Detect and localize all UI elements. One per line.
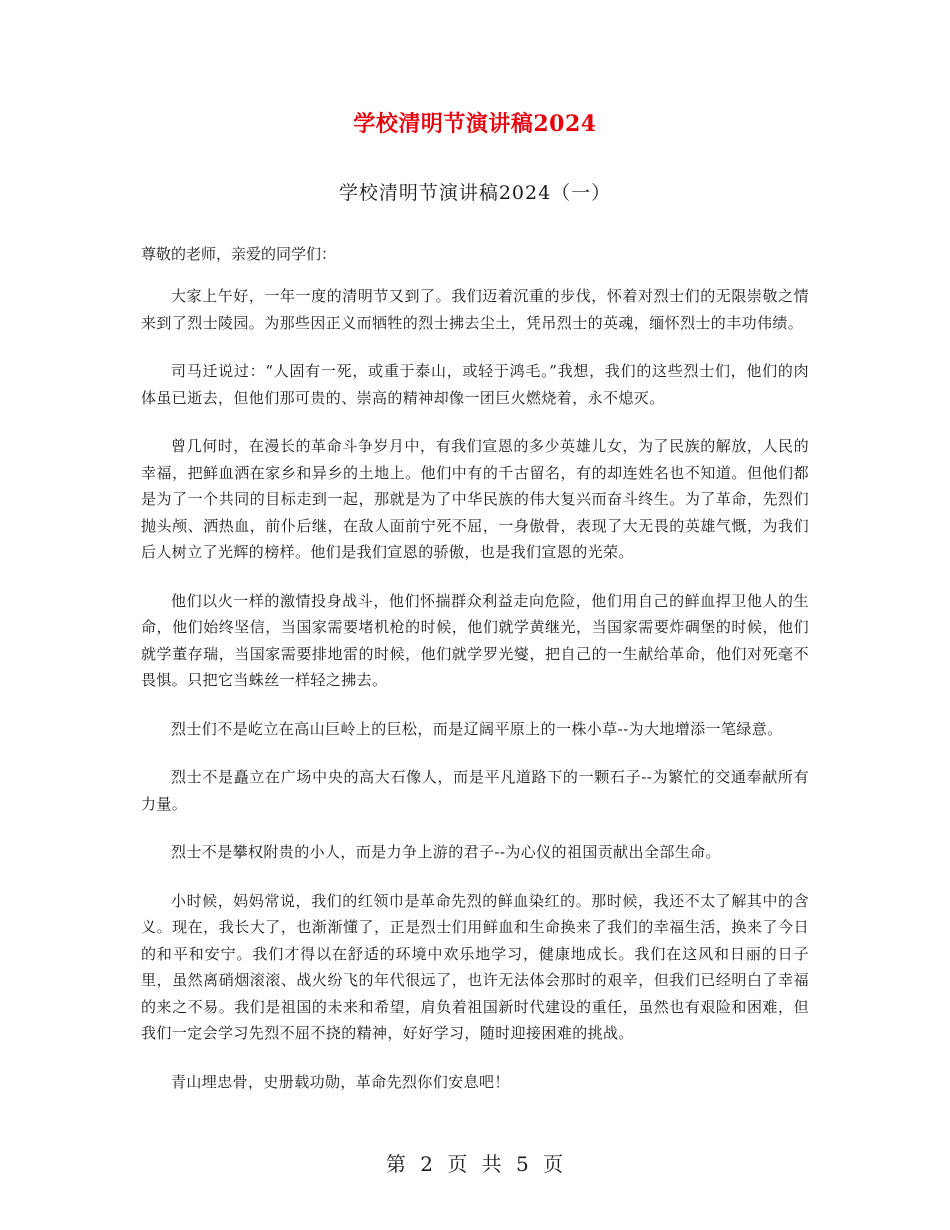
greeting-line: 尊敬的老师，亲爱的同学们： [141, 245, 337, 263]
paragraph: 青山埋忠骨，史册载功勋，革命先烈你们安息吧！ [171, 1072, 510, 1091]
paragraph: 烈士们不是屹立在高山巨岭上的巨松，而是辽阔平原上的一株小草--为大地增添一笔绿意。 [171, 719, 783, 738]
page-number-footer: 第 2 页 共 5 页 [385, 1152, 565, 1176]
document-title: 学校清明节演讲稿2024 [353, 111, 597, 137]
paragraph: 烈士不是矗立在广场中央的高大石像人，而是平凡道路下的一颗石子--为繁忙的交通奉献所有力量。 [141, 768, 809, 813]
paragraph: 司马迁说过：“人固有一死，或重于泰山，或轻于鸿毛。”我想，我们的这些烈士们，他们的肉体虽已逝去，但他们那可贵的、崇高的精神却像一团巨火燃烧着，永不熄灭。 [141, 362, 809, 407]
paragraph: 曾几何时，在漫长的革命斗争岁月中，有我们宣恩的多少英雄儿女，为了民族的解放，人民的幸福，把鲜血洒在家乡和异乡的土地上。他们中有的千古留名，有的却连姓名也不知道。但他们都是为了一个共同的目标走到一起，那就是为了中华民族的伟大复兴而奋斗终生。为了革命，先烈们抛头颅、洒热血，前仆后继，在敌人面前宁死不屈，一身傲骨，表现了大无畏的英雄气慨，为我们后人树立了光辉的榜样。他们是我们宣恩的骄傲，也是我们宣恩的光荣。 [141, 437, 809, 561]
paragraph: 他们以火一样的激情投身战斗，他们怀揣群众利益走向危险，他们用自己的鲜血捍卫他人的生命，他们始终坚信，当国家需要堵机枪的时候，他们就学黄继光，当国家需要炸碉堡的时候，他们就学董存瑞，当国家需要排地雷的时候，他们就学罗光燮，把自己的一生献给革命，他们对死毫不畏惧。只把它当蛛丝一样轻之拂去。 [141, 591, 809, 689]
paragraph: 小时候，妈妈常说，我们的红领巾是革命先烈的鲜血染红的。那时候，我还不太了解其中的含义。现在，我长大了，也渐渐懂了，正是烈士们用鲜血和生命换来了我们的幸福生活，换来了今日的和平和安宁。我们才得以在舒适的环境中欢乐地学习，健康地成长。我们在这风和日丽的日子里，虽然离硝烟滚滚、战火纷飞的年代很远了，也许无法体会那时的艰辛，但我们已经明白了幸福的来之不易。我们是祖国的未来和希望，肩负着祖国新时代建设的重任，虽然也有艰险和困难，但我们一定会学习先烈不屈不挠的精神，好好学习，随时迎接困难的挑战。 [141, 891, 809, 1042]
speech-body [141, 283, 809, 1117]
section-title: 学校清明节演讲稿2024（一） [338, 182, 612, 204]
paragraph: 大家上午好，一年一度的清明节又到了。我们迈着沉重的步伐，怀着对烈士们的无限崇敬之情来到了烈士陵园。为那些因正义而牺牲的烈士拂去尘土，凭吊烈士的英魂，缅怀烈士的丰功伟绩。 [141, 287, 809, 332]
paragraph: 烈士不是攀权附贵的小人，而是力争上游的君子--为心仪的祖国贡献出全部生命。 [171, 843, 721, 861]
